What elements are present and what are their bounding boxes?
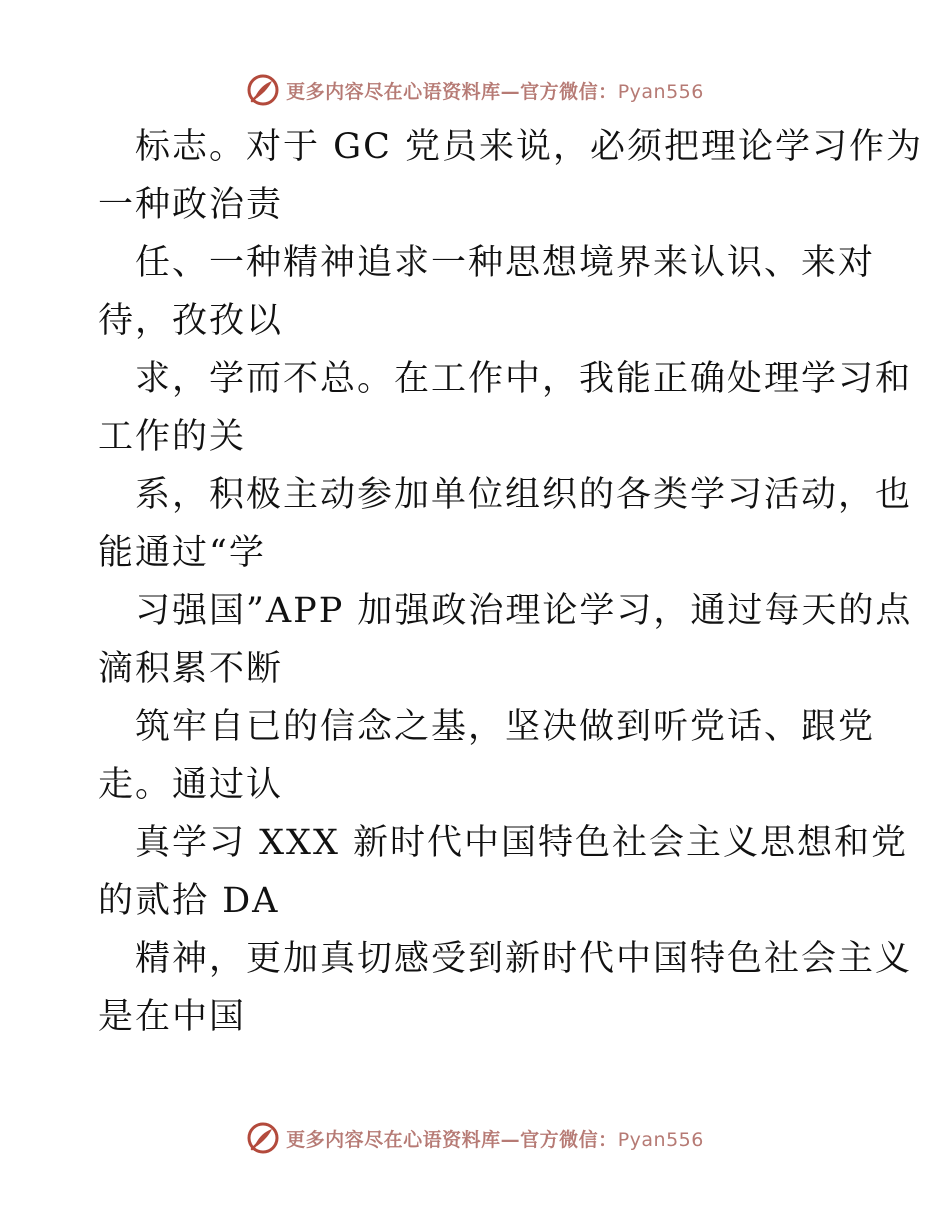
body-line: 真学习 XXX 新时代中国特色社会主义思想和党: [135, 823, 909, 863]
watermark-brand: 更多内容尽在心语资料库: [286, 80, 501, 103]
ink-pen-logo-icon: [246, 73, 280, 107]
body-line: 滴积累不断: [98, 649, 284, 689]
footer-watermark: [0, 1118, 950, 1158]
body-line: 求，学而不总。在工作中，我能正确处理学习和: [135, 359, 913, 399]
watermark-wechat-id: Pyan556: [617, 80, 704, 103]
watermark-text: [286, 77, 704, 104]
body-line: 工作的关: [98, 417, 247, 457]
body-line: 筑牢自已的信念之基，坚决做到听党话、跟党: [135, 707, 876, 747]
watermark-separator: —: [500, 80, 521, 103]
body-line: 任、一种精神追求一种思想境界来认识、来对: [135, 243, 876, 283]
watermark-wechat-label: 官方微信：: [520, 1128, 618, 1151]
body-line: 能通过“学: [98, 533, 266, 573]
document-body: [98, 118, 923, 1046]
watermark-separator: —: [500, 1128, 521, 1151]
header-watermark: [0, 70, 950, 110]
body-line: 走。通过认: [98, 765, 284, 805]
watermark-wechat-id: Pyan556: [617, 1128, 704, 1151]
body-line: 的贰拾 DA: [98, 881, 280, 921]
body-line: 标志。对于 GC 党员来说，必须把理论学习作为: [135, 127, 923, 167]
body-line: 习强国”APP 加强政治理论学习，通过每天的点: [135, 591, 913, 631]
body-line: 精神，更加真切感受到新时代中国特色社会主义: [135, 939, 913, 979]
body-line: 一种政治责: [98, 185, 284, 225]
watermark-text: [286, 1125, 704, 1152]
ink-pen-logo-icon: [246, 1121, 280, 1155]
body-line: 是在中国: [98, 997, 247, 1037]
body-line: 系，积极主动参加单位组织的各类学习活动，也: [135, 475, 913, 515]
watermark-wechat-label: 官方微信：: [520, 80, 618, 103]
body-line: 待，孜孜以: [98, 301, 284, 341]
watermark-brand: 更多内容尽在心语资料库: [286, 1128, 501, 1151]
